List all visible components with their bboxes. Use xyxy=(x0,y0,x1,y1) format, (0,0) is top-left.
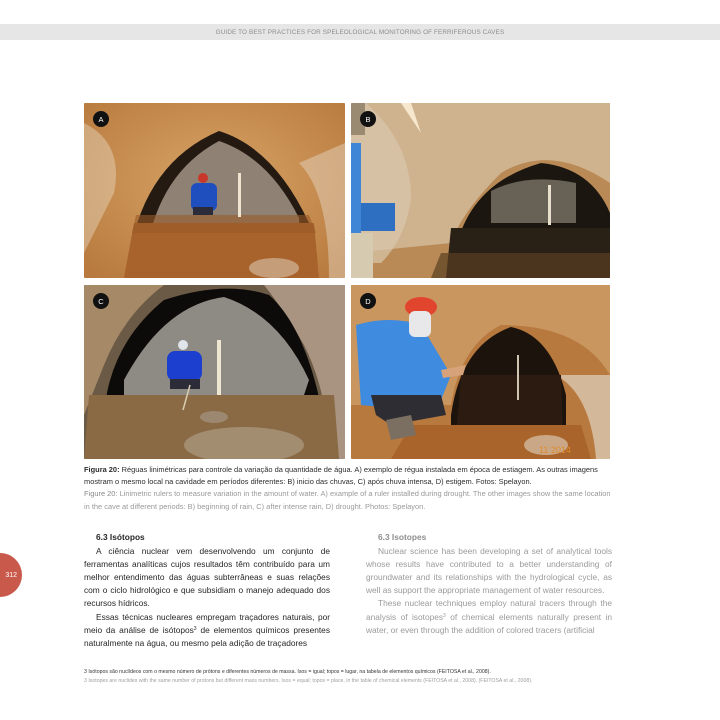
paragraph-pt-2 xyxy=(84,611,330,650)
paragraph-pt-2-text-a: Essas técnicas nucleares empregam traçadores naturais, por meio da análise de isótopos xyxy=(84,611,330,635)
running-title: GUIDE TO BEST PRACTICES FOR SPELEOLOGICAL MONITORING OF FERRIFEROUS CAVES xyxy=(215,28,505,36)
panel-label-badge: C xyxy=(93,293,109,309)
paragraph-en-2-text-b: of chemical elements naturally present in water, or even through the addition of colored tracers (artificial xyxy=(366,611,612,635)
paragraph-en-1: Nuclear science has been developing a set of analytical tools whose results have contributed to a better understanding of groundwater and its relationships with the hydrological cycle, as well as support the appropriate management of water resources. xyxy=(366,546,612,596)
figure-panel-b xyxy=(351,103,610,278)
column-portuguese xyxy=(84,531,330,650)
paragraph-en-2 xyxy=(366,597,612,636)
caption-pt-text: Réguas linimétricas para controle da variação da quantidade de água. A) exemplo de régua instalada em época de estiagem. As outras imagens mostram o mesmo local na cavidade em períodos diferentes: B) inicio das chuvas, C) após chuva intensa, D) estigem. Fotos: Spelayon. xyxy=(84,465,598,487)
footnote-en: 3 Isotopes are nuclides with the same number of protons but different mass numbers. Isos = equal; topos = place, in the table of chemical elements (FEITOSA et al., 2008). (FEITOSA et al., 2008). xyxy=(84,677,533,684)
panel-label-badge: A xyxy=(93,111,109,127)
footnote-ref[interactable]: 3 xyxy=(443,612,446,619)
footnote-ref[interactable]: 3 xyxy=(193,625,197,632)
cave-photo-c xyxy=(84,285,345,459)
page-number: 312 xyxy=(5,571,17,579)
caption-en-text: Linimetric rulers to measure variation in the amount of water. A) example of a ruler installed during drought. The other images show the same location in the cave at different periods: B) beginning of rain, C) after intense rain, D) drought. Photos: Spelayon. xyxy=(84,489,611,511)
caption-english xyxy=(84,488,612,512)
paragraph-pt-1: A ciência nuclear vem desenvolvendo um conjunto de ferramentas analíticas cujos resultados têm contribuído para um melhor entendimento das águas subterrâneas e suas relações com o ciclo hidrológico e que subsidiam o manejo adequado dos recursos hídricos. xyxy=(84,546,330,609)
footnote-pt: 3 Isótopos são nuclídeos com o mesmo número de prótons e diferentes números de massa. Isos = igual; topos = lugar, na tabela de elementos químicos (FEITOSA et al., 2008). xyxy=(84,669,491,675)
figure-panel-c xyxy=(84,285,345,459)
panel-label-badge: D xyxy=(360,293,376,309)
page-number-tab xyxy=(0,553,22,597)
figure-panel-a xyxy=(84,103,345,278)
running-header xyxy=(0,24,720,40)
caption-portuguese xyxy=(84,464,612,488)
date-stamp: 11 2014 xyxy=(539,445,571,455)
figure-caption xyxy=(84,464,612,513)
footnotes xyxy=(84,668,624,685)
caption-en-label: Figure 20: xyxy=(84,489,118,499)
panel-label-badge: B xyxy=(360,111,376,127)
paragraph-en-2-text-a: These nuclear techniques employ natural tracers through the analysis of isotopes xyxy=(366,598,612,622)
column-english xyxy=(366,531,612,637)
paragraph-pt-2-text-b: de elementos químicos presentes naturalmente na água, ou mesmo pela adição de traçadores xyxy=(84,624,330,648)
cave-photo-b xyxy=(351,103,610,278)
section-heading-pt: 6.3 Isótopos xyxy=(96,532,145,542)
section-heading-en: 6.3 Isotopes xyxy=(378,532,427,542)
cave-photo-a xyxy=(84,103,345,278)
figure-panel-d xyxy=(351,285,610,459)
cave-photo-d xyxy=(351,285,610,459)
caption-pt-label: Figura 20: xyxy=(84,465,120,474)
